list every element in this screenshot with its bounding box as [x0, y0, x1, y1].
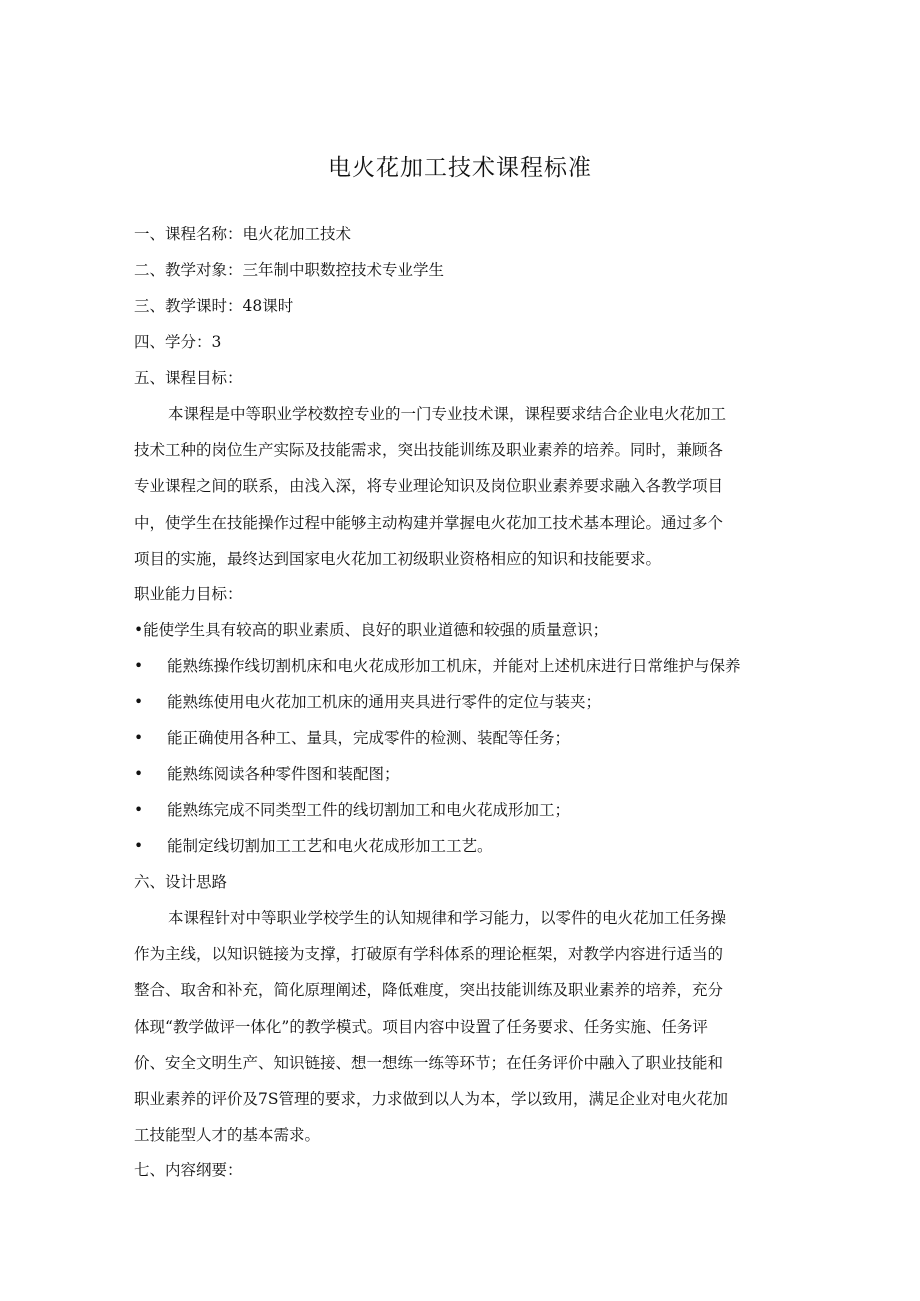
bullet-icon: • — [134, 837, 144, 855]
page-title: 电火花加工技术课程标准 — [328, 155, 592, 181]
paragraph-line: 项目的实施，最终达到国家电火花加工初级职业资格相应的知识和技能要求。 — [134, 549, 662, 568]
paragraph-line: 作为主线，以知识链接为支撑，打破原有学科体系的理论框架，对教学内容进行适当的 — [134, 945, 724, 964]
list-item-text: 能熟练完成不同类型工件的线切割加工和电火花成形加工； — [167, 801, 571, 819]
design-paragraph — [134, 906, 794, 1159]
paragraph-line: 体现“教学做评一体化”的教学模式。项目内容中设置了任务要求、任务实施、任务评 — [134, 1017, 708, 1036]
paragraph-line: 工技能型人才的基本需求。 — [134, 1126, 321, 1145]
course-name-line: 一、课程名称：电火花加工技术 — [134, 225, 352, 243]
design-heading: 六、设计思路 — [134, 873, 228, 891]
list-item-text: 能正确使用各种工、量具，完成零件的检测、装配等任务； — [167, 729, 571, 747]
bullet-icon: • — [134, 729, 144, 747]
ability-heading: 职业能力目标： — [134, 585, 243, 603]
objectives-paragraph — [134, 402, 794, 583]
hours-line: 三、教学课时：48课时 — [134, 297, 294, 315]
objectives-heading: 五、课程目标： — [134, 369, 243, 387]
credits-line: 四、学分：3 — [134, 333, 222, 351]
paragraph-line: 整合、取舍和补充，简化原理阐述，降低难度，突出技能训练及职业素养的培养，充分 — [134, 981, 724, 1000]
ability-first-item: •能使学生具有较高的职业素质、良好的职业道德和较强的质量意识； — [134, 621, 609, 639]
paragraph-line: 技术工种的岗位生产实际及技能需求，突出技能训练及职业素养的培养。同时，兼顾各 — [134, 441, 724, 460]
paragraph-line: 职业素养的评价及7S管理的要求，力求做到以人为本，学以致用，满足企业对电火花加 — [134, 1089, 728, 1108]
paragraph-line: 专业课程之间的联系，由浅入深，将专业理论知识及岗位职业素养要求融入各教学项目 — [134, 477, 724, 496]
outline-heading: 七、内容纲要： — [134, 1161, 243, 1179]
paragraph-line: 中，使学生在技能操作过程中能够主动构建并掌握电火花加工技术基本理论。通过多个 — [134, 513, 724, 532]
bullet-icon: • — [134, 801, 144, 819]
list-item-text: 能熟练使用电火花加工机床的通用夹具进行零件的定位与装夹； — [167, 693, 602, 711]
bullet-icon: • — [134, 657, 144, 675]
audience-line: 二、教学对象：三年制中职数控技术专业学生 — [134, 261, 445, 279]
paragraph-line: 本课程针对中等职业学校学生的认知规律和学习能力，以零件的电火花加工任务操 — [168, 909, 727, 927]
paragraph-line: 本课程是中等职业学校数控专业的一门专业技术课，课程要求结合企业电火花加工 — [168, 405, 727, 423]
list-item-text: 能制定线切割加工工艺和电火花成形加工工艺。 — [167, 837, 493, 855]
bullet-icon: • — [134, 693, 144, 711]
list-item-text: 能熟练操作线切割机床和电火花成形加工机床，并能对上述机床进行日常维护与保养 — [167, 657, 741, 675]
paragraph-line: 价、安全文明生产、知识链接、想一想练一练等环节；在任务评价中融入了职业技能和 — [134, 1053, 724, 1072]
bullet-icon: • — [134, 765, 144, 783]
list-item-text: 能熟练阅读各种零件图和装配图； — [167, 765, 400, 783]
